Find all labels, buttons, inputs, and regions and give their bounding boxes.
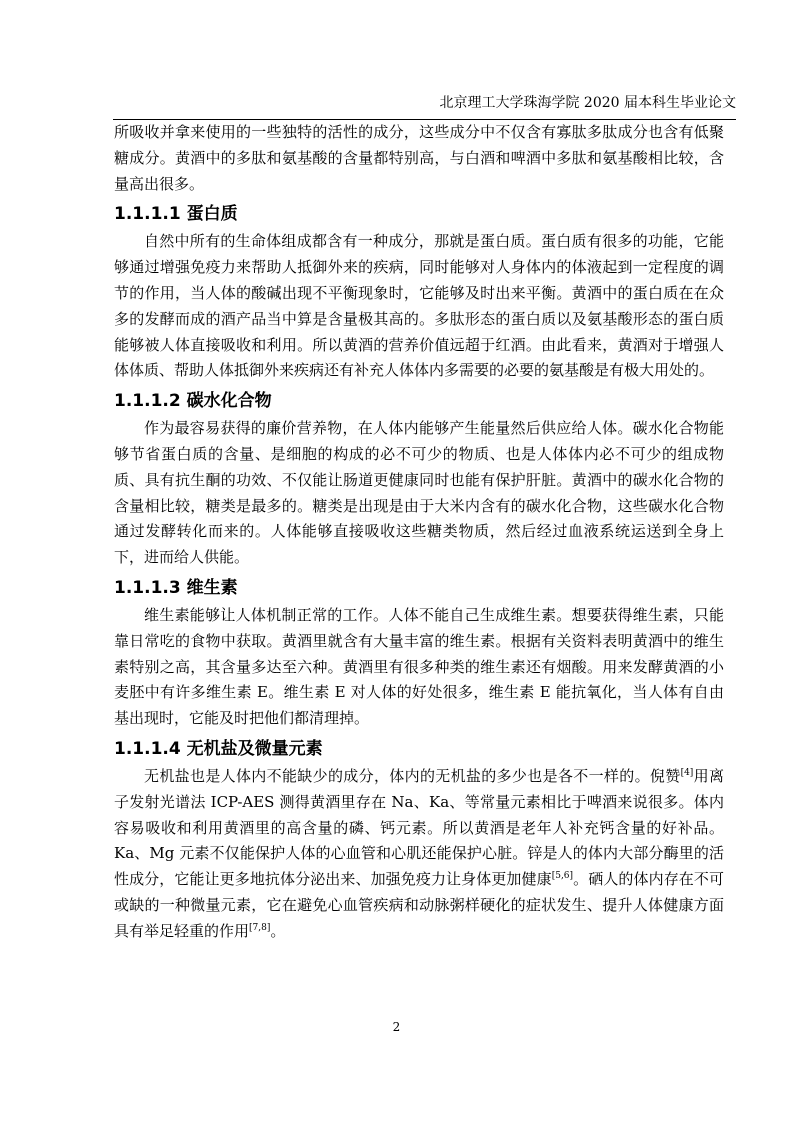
heading-minerals: 1.1.1.4 无机盐及微量元素 [114,738,323,759]
minerals-text-d: 。 [270,921,286,940]
running-header: 北京理工大学珠海学院 2020 届本科生毕业论文 [439,95,736,111]
heading-protein: 1.1.1.1 蛋白质 [114,204,238,225]
citation-4: [4] [680,767,694,778]
paragraph-vitamin: 维生素能够让人体机制正常的工作。人体不能自己生成维生素。想要获得维生素，只能靠日常吃的食物中获取。黄酒里就含有大量丰富的维生素。根据有关资料表明黄酒中的维生素特别之高，其含量多达至六种。黄酒里有很多种类的维生素还有烟酸。用来发酵黄酒的小麦胚中有许多维生素 E。维生素 E 对人体的好处很多，维生素 E 能抗氧化，当人体有自由基出现时，它能及时把他们都清理掉。 [114,605,724,728]
paragraph-minerals [114,764,724,945]
minerals-text-c: 。硒人的体内存在不可或缺的一种微量元素，它在避免心血管疾病和动脉粥样硬化的症状发生、提升人体健康方面具有举足轻重的作用 [114,870,724,940]
heading-vitamin: 1.1.1.3 维生素 [114,577,238,598]
page-number: 2 [392,1020,401,1034]
paragraph-carbohydrate: 作为最容易获得的廉价营养物，在人体内能够产生能量然后供应给人体。碳水化合物能够节省蛋白质的含量、是细胞的构成的必不可少的物质、也是人体体内必不可少的组成物质、具有抗生酮的功效、不仅能让肠道更健康同时也能有保护肝脏。黄酒中的碳水化合物的含量相比较，糖类是最多的。糖类是出现是由于大米内含有的碳水化合物，这些碳水化合物通过发酵转化而来的。人体能够直接吸收这些糖类物质，然后经过血液系统运送到全身上下，进而给人供能。 [114,419,724,567]
heading-carbohydrate: 1.1.1.2 碳水化合物 [114,391,272,412]
citation-7-8: [7,8] [249,922,271,933]
intro-paragraph: 所吸收并拿来使用的一些独特的活性的成分，这些成分中不仅含有寡肽多肽成分也含有低聚糖成分。黄酒中的多肽和氨基酸的含量都特别高，与白酒和啤酒中多肽和氨基酸相比较，含量高出很多。 [114,123,724,193]
citation-5-6: [5,6] [551,871,574,882]
page-body [114,120,724,945]
paragraph-protein: 自然中所有的生命体组成都含有一种成分，那就是蛋白质。蛋白质有很多的功能，它能够通过增强免疫力来帮助人抵御外来的疾病，同时能够对人身体内的体液起到一定程度的调节的作用，当人体的酸碱出现不平衡现象时，它能够及时出来平衡。黄酒中的蛋白质在在众多的发酵而成的酒产品当中算是含量极其高的。多肽形态的蛋白质以及氨基酸形态的蛋白质能够被人体直接吸收和利用。所以黄酒的营养价值远超于红酒。由此看来，黄酒对于增强人体体质、帮助人体抵御外来疾病还有补充人体体内多需要的必要的氨基酸是有极大用处的。 [114,232,724,380]
minerals-text-a: 无机盐也是人体内不能缺少的成分，体内的无机盐的多少也是各不一样的。倪赞 [144,766,681,785]
minerals-text-b: 用离子发射光谱法 ICP-AES 测得黄酒里存在 Na、Ka、等常量元素相比于啤酒来说很多。体内容易吸收和利用黄酒里的高含量的磷、钙元素。所以黄酒是老年人补充钙含量的好补品。Ka、Mg 元素不仅能保护人体的心血管和心肌还能保护心脏。锌是人的体内大部分酶里的活性成分，它能让更多地抗体分泌出来、加强免疫力让身体更加健康 [114,766,724,889]
